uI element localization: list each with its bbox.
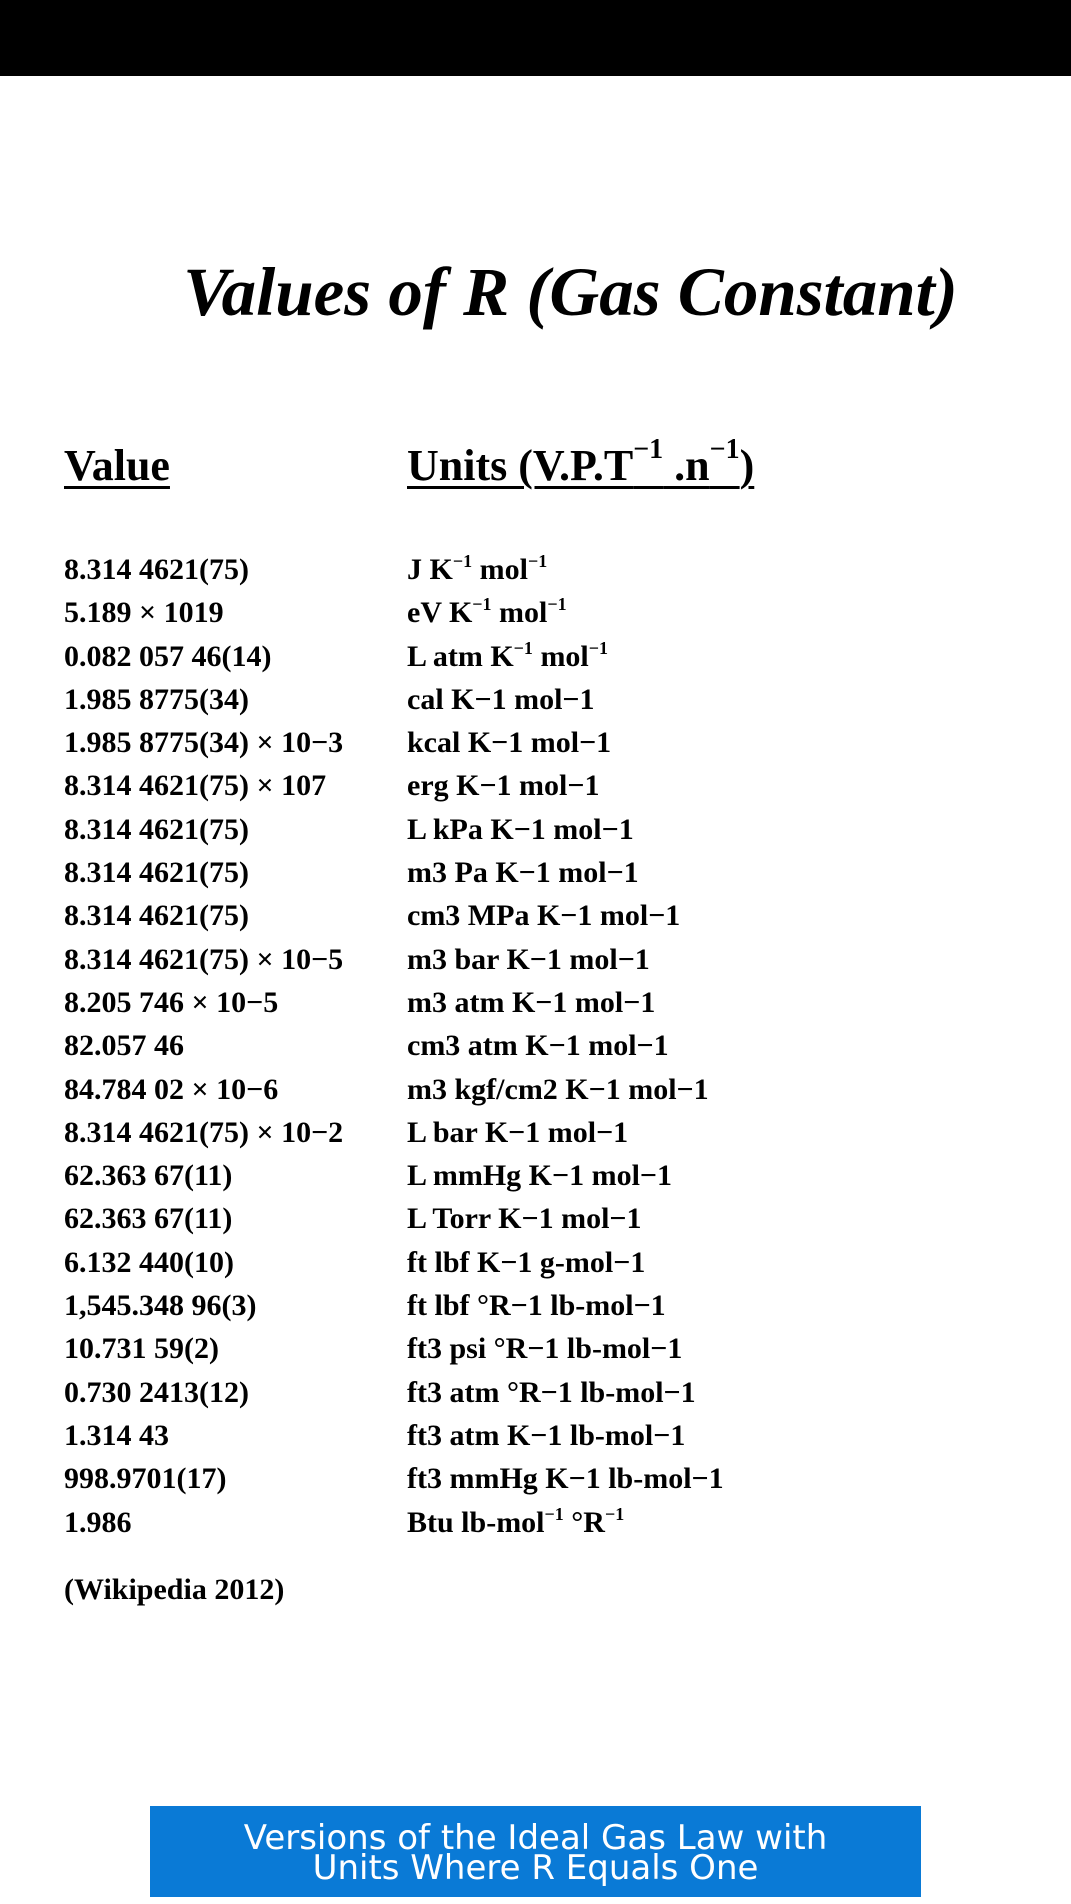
value-cell: 1,545.348 96(3) [64, 1289, 257, 1323]
unit-cell [407, 764, 599, 807]
value-cell: 1.314 43 [64, 1418, 169, 1452]
page-title: Values of R (Gas Constant) [183, 254, 958, 330]
unit-superscript: −1 [604, 1503, 625, 1524]
unit-text: mol [472, 553, 528, 586]
table-row [64, 981, 1024, 1024]
unit-cell [407, 721, 611, 764]
table-row [64, 678, 1024, 721]
unit-superscript: −1 [588, 637, 609, 658]
caption-banner[interactable] [150, 1806, 921, 1897]
caption-line: Units Where R Equals One [312, 1848, 759, 1888]
unit-text: L mmHg K−1 mol−1 [407, 1159, 673, 1193]
table-row [64, 1327, 1024, 1370]
unit-cell [407, 548, 547, 591]
unit-text: °R [563, 1505, 605, 1539]
table-row [64, 1284, 1024, 1327]
unit-cell [407, 851, 639, 894]
unit-cell [407, 591, 567, 634]
value-cell: 82.057 46 [64, 1029, 184, 1063]
units-column-header [407, 434, 755, 492]
value-cell: 8.205 746 × 10−5 [64, 985, 279, 1019]
value-cell: 62.363 67(11) [64, 1202, 233, 1236]
unit-text: ft lbf °R−1 lb-mol−1 [407, 1289, 666, 1323]
unit-cell [407, 1284, 666, 1327]
unit-text: kcal K−1 mol−1 [407, 726, 612, 760]
value-cell: 1.985 8775(34) × 10−3 [64, 726, 344, 760]
unit-cell [407, 981, 655, 1024]
unit-superscript: −1 [472, 594, 492, 615]
value-cell: 10.731 59(2) [64, 1332, 219, 1366]
unit-text: L bar K−1 mol−1 [407, 1115, 629, 1149]
unit-cell [407, 1241, 645, 1284]
unit-text: ft3 mmHg K−1 lb-mol−1 [407, 1462, 724, 1496]
unit-text: ft lbf K−1 g-mol−1 [407, 1245, 646, 1279]
table-row [64, 764, 1024, 807]
unit-text: L Torr K−1 mol−1 [407, 1202, 642, 1236]
unit-text: ft3 atm K−1 lb-mol−1 [407, 1418, 686, 1452]
table-row [64, 808, 1024, 851]
table-row [64, 548, 1024, 591]
unit-text: ft3 psi °R−1 lb-mol−1 [407, 1332, 683, 1366]
unit-cell [407, 808, 634, 851]
unit-text: cm3 atm K−1 mol−1 [407, 1029, 669, 1063]
units-header-superscript: −1 [709, 434, 740, 465]
table-row [64, 591, 1024, 634]
unit-text: Btu lb-mol [407, 1505, 545, 1539]
value-cell: 8.314 4621(75) × 107 [64, 769, 327, 803]
value-cell: 1.985 8775(34) [64, 682, 249, 716]
unit-text: cm3 MPa K−1 mol−1 [407, 899, 681, 933]
value-cell: 8.314 4621(75) × 10−5 [64, 942, 344, 976]
unit-text: mol [532, 639, 589, 673]
unit-text: cal K−1 mol−1 [407, 682, 595, 716]
value-cell: 62.363 67(11) [64, 1159, 233, 1193]
value-cell: 8.314 4621(75) [64, 856, 249, 890]
unit-text: erg K−1 mol−1 [407, 769, 600, 803]
value-cell: 8.314 4621(75) [64, 812, 249, 846]
unit-superscript: −1 [544, 1503, 564, 1524]
unit-cell [407, 1154, 672, 1197]
table-row [64, 635, 1024, 678]
top-black-bar [0, 0, 1071, 76]
unit-cell [407, 1068, 709, 1111]
unit-superscript: −1 [547, 594, 567, 615]
value-column-header: Value [64, 441, 170, 490]
unit-text: m3 bar K−1 mol−1 [407, 942, 650, 976]
table-row [64, 1111, 1024, 1154]
value-cell: 8.314 4621(75) × 10−2 [64, 1115, 344, 1149]
table-row [64, 938, 1024, 981]
unit-cell [407, 1457, 724, 1500]
unit-cell [407, 938, 650, 981]
value-cell: 1.986 [64, 1505, 132, 1539]
units-header-suffix: ) [739, 441, 755, 490]
unit-text: ft3 atm °R−1 lb-mol−1 [407, 1375, 696, 1409]
value-cell: 84.784 02 × 10−6 [64, 1072, 279, 1106]
table-row [64, 1501, 1024, 1544]
value-cell: 5.189 × 1019 [64, 596, 224, 630]
unit-cell [407, 1327, 682, 1370]
table-row [64, 1457, 1024, 1500]
table-row [64, 851, 1024, 894]
unit-text: eV K [407, 596, 473, 630]
units-header-prefix: Units (V.P.T [407, 441, 634, 490]
unit-cell [407, 1111, 628, 1154]
unit-text: m3 kgf/cm2 K−1 mol−1 [407, 1072, 709, 1106]
unit-text: mol [491, 596, 548, 630]
value-cell: 6.132 440(10) [64, 1245, 234, 1279]
caption-line: Versions of the Ideal Gas Law with [243, 1818, 828, 1858]
unit-superscript: −1 [452, 551, 473, 571]
unit-superscript: −1 [513, 637, 533, 658]
table-row [64, 1371, 1024, 1414]
table-row [64, 1197, 1024, 1240]
unit-superscript: −1 [527, 551, 548, 571]
unit-cell [407, 1197, 642, 1240]
units-header-superscript: −1 [633, 434, 664, 465]
table-row [64, 1154, 1024, 1197]
unit-text: m3 atm K−1 mol−1 [407, 985, 656, 1019]
unit-cell [407, 894, 680, 937]
unit-cell [407, 678, 595, 721]
value-cell: 0.730 2413(12) [64, 1375, 249, 1409]
unit-text: m3 Pa K−1 mol−1 [407, 856, 639, 890]
unit-text: J K [407, 553, 453, 586]
unit-text: L kPa K−1 mol−1 [407, 812, 634, 846]
table-row [64, 894, 1024, 937]
unit-cell [407, 635, 608, 678]
table-row [64, 1068, 1024, 1111]
unit-cell [407, 1501, 624, 1544]
table-row [64, 1024, 1024, 1067]
table-row [64, 721, 1024, 764]
unit-cell [407, 1371, 696, 1414]
source-citation: (Wikipedia 2012) [64, 1573, 285, 1606]
value-cell: 8.314 4621(75) [64, 899, 249, 933]
value-cell: 998.9701(17) [64, 1462, 227, 1496]
unit-text: L atm K [407, 639, 514, 673]
table-row [64, 1414, 1024, 1457]
units-header-middle: .n [663, 441, 710, 490]
unit-cell [407, 1024, 669, 1067]
gas-constant-table [64, 548, 1024, 1544]
value-cell: 0.082 057 46(14) [64, 639, 272, 673]
unit-cell [407, 1414, 685, 1457]
value-cell: 8.314 4621(75) [64, 553, 249, 586]
table-row [64, 1241, 1024, 1284]
